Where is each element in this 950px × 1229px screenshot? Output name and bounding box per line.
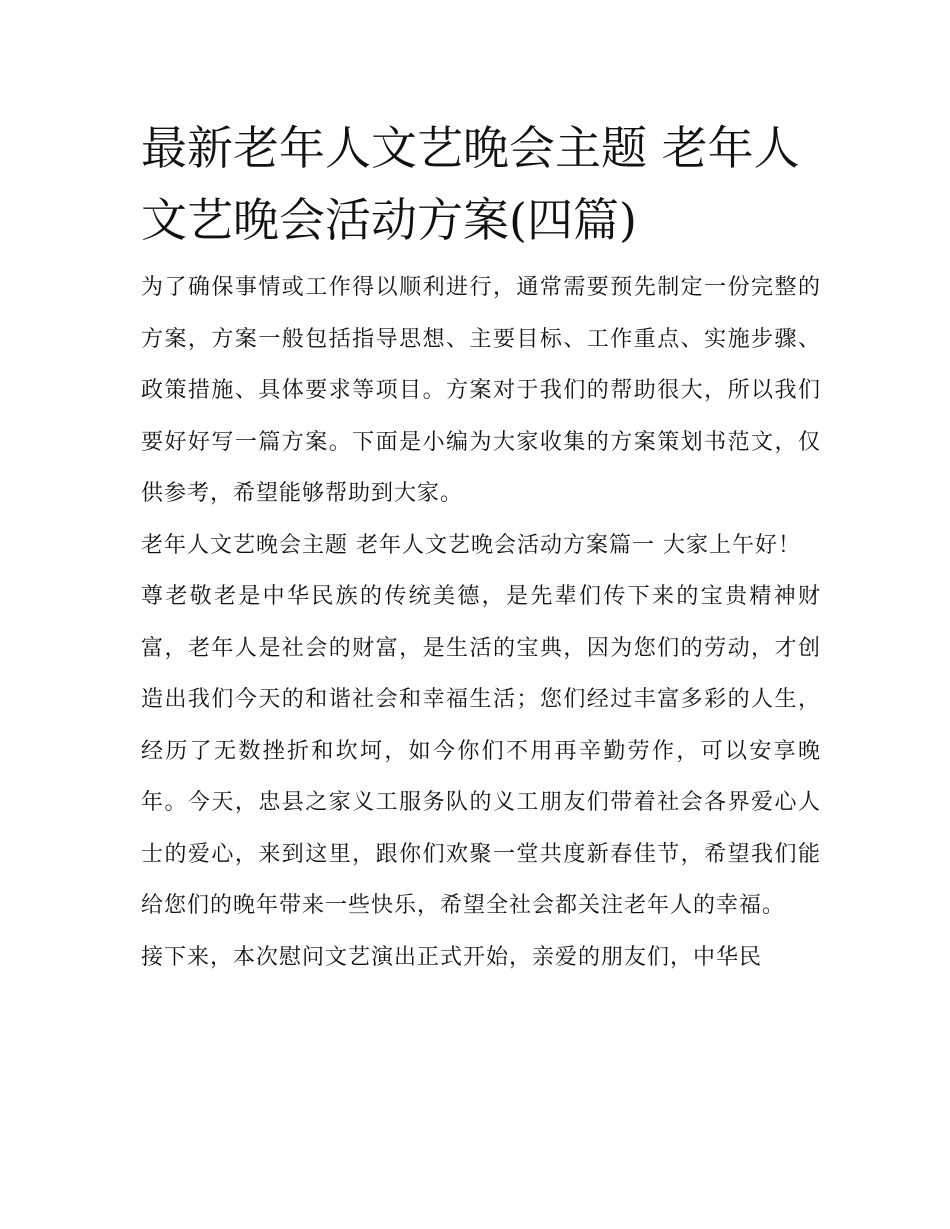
paragraph-body: 尊老敬老是中华民族的传统美德，是先辈们传下来的宝贵精神财富，老年人是社会的财富，是生活的宝典，因为您们的劳动，才创造出我们今天的和谐社会和幸福生活；您们经过丰富多彩的人生，经历了无数挫折和坎坷，如今你们不用再辛勤劳作，可以安享晚年。今天，忠县之家义工服务队的义工朋友们带着社会各界爱心人士的爱心，来到这里，跟你们欢聚一堂共度新春佳节，希望我们能给您们的晚年带来一些快乐，希望全社会都关注老年人的幸福。	[141, 584, 821, 918]
paragraph-intro: 为了确保事情或工作得以顺利进行，通常需要预先制定一份完整的方案，方案一般包括指导思想、主要目标、工作重点、实施步骤、政策措施、具体要求等项目。方案对于我们的帮助很大，所以我们要好好写一篇方案。下面是小编为大家收集的方案策划书范文，仅供参考，希望能够帮助到大家。	[141, 275, 821, 506]
document-body	[141, 112, 821, 983]
document-title: 最新老年人文艺晚会主题 老年人文艺晚会活动方案(四篇)	[141, 121, 800, 247]
paragraph-section-heading: 老年人文艺晚会主题 老年人文艺晚会活动方案篇一 大家上午好！	[141, 532, 801, 558]
paragraph-continuation: 接下来，本次慰问文艺演出正式开始，亲爱的朋友们，中华民	[141, 944, 763, 970]
